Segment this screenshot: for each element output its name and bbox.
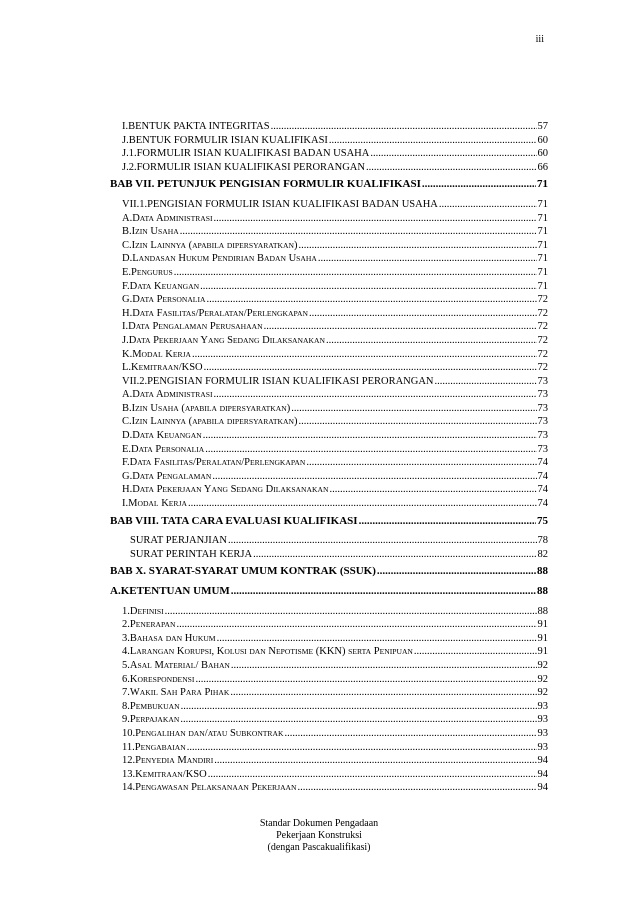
toc-entry[interactable]	[122, 768, 548, 782]
toc-leader-dots	[214, 212, 537, 226]
toc-entry[interactable]	[122, 134, 548, 148]
toc-leader-dots	[299, 415, 537, 429]
toc-entry[interactable]	[122, 645, 548, 659]
toc-leader-dots	[271, 120, 537, 134]
page-number: iii	[535, 34, 544, 45]
toc-entry-page: 72	[537, 362, 548, 374]
toc-entry-page: 71	[537, 253, 548, 265]
toc-entry[interactable]	[110, 565, 548, 579]
toc-entry-title: F.DATA KEUANGAN	[122, 280, 200, 292]
toc-entry-page: 74	[537, 498, 548, 510]
toc-entry-title: 9.PERPAJAKAN	[122, 714, 180, 726]
toc-entry[interactable]	[122, 618, 548, 632]
toc-entry-page: 72	[537, 294, 548, 306]
toc-entry[interactable]	[110, 585, 548, 599]
toc-leader-dots	[231, 585, 536, 599]
toc-entry-page: 71	[537, 212, 548, 224]
toc-entry-page: 88	[537, 605, 548, 617]
toc-entry[interactable]	[122, 456, 548, 470]
toc-entry-title: BAB X. SYARAT-SYARAT UMUM KONTRAK (SSUK)	[110, 565, 376, 578]
toc-entry-title: H.DATA PEKERJAAN YANG SEDANG DILAKSANAKAN	[122, 484, 329, 496]
toc-entry-title: 12.PENYEDIA MANDIRI	[122, 755, 214, 767]
toc-leader-dots	[180, 713, 536, 727]
table-of-contents	[110, 120, 548, 795]
toc-entry-page: 73	[537, 443, 548, 455]
toc-leader-dots	[195, 673, 536, 687]
toc-entry-title: 6.KORESPONDENSI	[122, 673, 195, 685]
toc-entry[interactable]	[122, 375, 548, 389]
toc-leader-dots	[217, 632, 537, 646]
toc-entry-page: 73	[537, 416, 548, 428]
toc-entry-page: 74	[537, 470, 548, 482]
toc-entry[interactable]	[122, 548, 548, 562]
toc-entry-page: 73	[537, 389, 548, 401]
toc-entry-page: 88	[537, 585, 548, 597]
toc-entry[interactable]	[122, 700, 548, 714]
toc-entry-page: 71	[537, 280, 548, 292]
toc-leader-dots	[208, 768, 537, 782]
toc-leader-dots	[205, 443, 536, 457]
toc-leader-dots	[318, 252, 537, 266]
toc-entry-page: 91	[537, 646, 548, 658]
toc-entry-title: 4.LARANGAN KORUPSI, KOLUSI DAN NEPOTISME (KKN) SERTA PENIPUAN	[122, 646, 413, 658]
toc-entry-page: 71	[537, 266, 548, 278]
toc-entry-page: 71	[537, 226, 548, 238]
toc-entry-title: 3.BAHASA DAN HUKUM	[122, 632, 216, 644]
toc-entry[interactable]	[122, 443, 548, 457]
toc-entry-title: I.MODAL KERJA	[122, 498, 187, 510]
toc-entry[interactable]	[122, 673, 548, 687]
toc-entry-page: 91	[537, 632, 548, 644]
toc-entry-page: 72	[537, 334, 548, 346]
toc-leader-dots	[206, 293, 536, 307]
toc-leader-dots	[203, 429, 537, 443]
toc-entry[interactable]	[122, 334, 548, 348]
toc-entry-title: BAB VIII. TATA CARA EVALUASI KUALIFIKASI	[110, 514, 358, 527]
toc-entry-page: 78	[537, 535, 548, 547]
toc-entry-title: 11.PENGABAIAN	[122, 741, 186, 753]
toc-entry-title: J.DATA PEKERJAAN YANG SEDANG DILAKSANAKAN	[122, 334, 325, 346]
toc-entry-title: F.DATA FASILITAS/PERALATAN/PERLENGKAPAN	[122, 457, 306, 469]
toc-leader-dots	[230, 686, 536, 700]
toc-entry-page: 94	[537, 782, 548, 794]
toc-entry-page: 73	[537, 402, 548, 414]
toc-entry[interactable]	[122, 781, 548, 795]
toc-leader-dots	[212, 470, 536, 484]
toc-entry[interactable]	[122, 120, 548, 134]
toc-entry-page: 91	[537, 619, 548, 631]
toc-entry-title: A.KETENTUAN UMUM	[110, 585, 230, 597]
toc-entry-title: VII.1.PENGISIAN FORMULIR ISIAN KUALIFIKASI BADAN USAHA	[122, 198, 438, 210]
toc-entry-page: 92	[537, 659, 548, 671]
toc-entry-title: D.DATA KEUANGAN	[122, 430, 202, 442]
toc-leader-dots	[180, 225, 537, 239]
toc-entry[interactable]	[122, 429, 548, 443]
toc-entry-page: 93	[537, 714, 548, 726]
toc-leader-dots	[188, 497, 537, 511]
toc-entry-page: 94	[537, 768, 548, 780]
toc-entry-title: B.IZIN USAHA (APABILA DIPERSYARATKAN)	[122, 402, 291, 414]
toc-entry-page: 66	[537, 161, 548, 173]
toc-leader-dots	[177, 618, 537, 632]
toc-leader-dots	[291, 402, 536, 416]
toc-entry-title: A.DATA ADMINISTRASI	[122, 389, 213, 401]
toc-entry[interactable]	[122, 239, 548, 253]
footer-line-2: Pekerjaan Konstruksi	[276, 830, 362, 841]
toc-leader-dots	[329, 134, 537, 148]
toc-leader-dots	[435, 375, 537, 389]
toc-entry-page: 92	[537, 673, 548, 685]
toc-entry-title: I.BENTUK PAKTA INTEGRITAS	[122, 121, 270, 132]
toc-leader-dots	[422, 178, 536, 192]
toc-entry-title: 1.DEFINISI	[122, 605, 164, 617]
toc-leader-dots	[309, 307, 537, 321]
toc-entry[interactable]	[122, 754, 548, 768]
toc-entry-title: D.LANDASAN HUKUM PENDIRIAN BADAN USAHA	[122, 253, 317, 265]
toc-entry[interactable]	[122, 225, 548, 239]
toc-leader-dots	[359, 515, 536, 529]
toc-leader-dots	[306, 456, 536, 470]
toc-entry[interactable]	[122, 388, 548, 402]
toc-leader-dots	[329, 483, 536, 497]
toc-entry[interactable]	[122, 470, 548, 484]
toc-entry-page: 88	[537, 565, 548, 578]
toc-entry-title: J.1.FORMULIR ISIAN KUALIFIKASI BADAN USAHA	[122, 148, 370, 160]
toc-leader-dots	[326, 334, 537, 348]
toc-leader-dots	[181, 700, 537, 714]
toc-entry[interactable]	[122, 713, 548, 727]
toc-leader-dots	[299, 239, 537, 253]
toc-entry-page: 72	[537, 307, 548, 319]
toc-entry[interactable]	[122, 534, 548, 548]
toc-leader-dots	[174, 266, 537, 280]
toc-entry[interactable]	[122, 727, 548, 741]
toc-leader-dots	[214, 388, 537, 402]
toc-entry-title: 14.PENGAWASAN PELAKSANAAN PEKERJAAN	[122, 782, 297, 794]
toc-entry[interactable]	[122, 348, 548, 362]
toc-entry-page: 93	[537, 741, 548, 753]
page-footer	[0, 818, 638, 854]
toc-entry-page: 71	[537, 178, 548, 191]
footer-line-1: Standar Dokumen Pengadaan	[259, 818, 379, 829]
toc-leader-dots	[264, 320, 537, 334]
toc-leader-dots	[370, 147, 536, 161]
toc-entry-page: 93	[537, 727, 548, 739]
toc-leader-dots	[192, 348, 536, 362]
toc-entry-title: C.IZIN LAINNYA (APABILA DIPERSYARATKAN)	[122, 416, 298, 428]
toc-leader-dots	[253, 548, 536, 562]
toc-entry-page: 93	[537, 700, 548, 712]
toc-entry[interactable]	[122, 147, 548, 161]
toc-leader-dots	[439, 198, 537, 212]
toc-leader-dots	[377, 565, 536, 579]
toc-entry[interactable]	[122, 252, 548, 266]
toc-entry-title: BAB VII. PETUNJUK PENGISIAN FORMULIR KUALIFIKASI	[110, 178, 421, 191]
toc-entry-title: B.IZIN USAHA	[122, 226, 179, 238]
toc-entry-page: 75	[537, 514, 548, 527]
toc-leader-dots	[214, 754, 536, 768]
toc-entry-page: 71	[537, 198, 548, 210]
toc-entry-page: 74	[537, 457, 548, 469]
toc-entry[interactable]	[122, 293, 548, 307]
toc-entry-page: 73	[537, 375, 548, 387]
toc-entry[interactable]	[122, 741, 548, 755]
toc-entry[interactable]	[122, 415, 548, 429]
toc-entry[interactable]	[122, 659, 548, 673]
toc-entry-title: 7.WAKIL SAH PARA PIHAK	[122, 687, 230, 699]
toc-entry[interactable]	[122, 483, 548, 497]
toc-entry-title: H.DATA FASILITAS/PERALATAN/PERLENGKAPAN	[122, 307, 308, 319]
toc-leader-dots	[366, 161, 537, 175]
toc-leader-dots	[231, 659, 537, 673]
toc-entry-page: 94	[537, 755, 548, 767]
toc-entry[interactable]	[110, 178, 548, 192]
toc-entry-page: 74	[537, 484, 548, 496]
toc-entry-title: SURAT PERINTAH KERJA	[130, 548, 253, 560]
toc-entry-page: 60	[537, 148, 548, 160]
toc-entry-page: 92	[537, 687, 548, 699]
toc-entry-title: G.DATA PENGALAMAN	[122, 470, 212, 482]
toc-entry-page: 72	[537, 348, 548, 360]
toc-entry[interactable]	[122, 307, 548, 321]
toc-entry-title: 5.ASAL MATERIAL/ BAHAN	[122, 659, 230, 671]
toc-entry-page: 60	[537, 134, 548, 146]
toc-entry-title: J.2.FORMULIR ISIAN KUALIFIKASI PERORANGAN	[122, 161, 365, 173]
toc-entry[interactable]	[122, 402, 548, 416]
toc-entry-title: 8.PEMBUKUAN	[122, 700, 180, 712]
toc-leader-dots	[187, 741, 537, 755]
toc-entry-title: J.BENTUK FORMULIR ISIAN KUALIFIKASI	[122, 134, 328, 146]
toc-entry-title: K.MODAL KERJA	[122, 348, 192, 360]
toc-entry[interactable]	[122, 632, 548, 646]
toc-entry-page: 71	[537, 239, 548, 251]
toc-leader-dots	[165, 605, 537, 619]
toc-entry-title: C.IZIN LAINNYA (APABILA DIPERSYARATKAN)	[122, 239, 298, 251]
toc-entry-title: 13.KEMITRAAN/KSO	[122, 768, 207, 780]
toc-entry[interactable]	[122, 497, 548, 511]
toc-entry[interactable]	[122, 686, 548, 700]
toc-leader-dots	[200, 280, 536, 294]
toc-entry-title: I.DATA PENGALAMAN PERUSAHAAN	[122, 321, 263, 333]
toc-entry-title: L.KEMITRAAN/KSO	[122, 362, 203, 374]
toc-leader-dots	[284, 727, 536, 741]
toc-leader-dots	[204, 361, 537, 375]
toc-entry[interactable]	[122, 161, 548, 175]
toc-entry-page: 82	[537, 548, 548, 560]
toc-entry-title: 10.PENGALIHAN DAN/ATAU SUBKONTRAK	[122, 727, 284, 739]
toc-entry-title: VII.2.PENGISIAN FORMULIR ISIAN KUALIFIKASI PERORANGAN	[122, 375, 434, 387]
toc-leader-dots	[228, 534, 537, 548]
toc-entry-page: 57	[537, 121, 548, 132]
toc-entry-page: 73	[537, 430, 548, 442]
toc-leader-dots	[298, 781, 537, 795]
toc-leader-dots	[414, 645, 537, 659]
toc-entry-title: SURAT PERJANJIAN	[130, 535, 227, 547]
toc-entry-page: 72	[537, 321, 548, 333]
toc-entry[interactable]	[110, 515, 548, 529]
toc-entry-title: A.DATA ADMINISTRASI	[122, 212, 213, 224]
toc-entry[interactable]	[122, 198, 548, 212]
toc-entry[interactable]	[122, 320, 548, 334]
toc-entry-title: G.DATA PERSONALIA	[122, 294, 206, 306]
toc-entry[interactable]	[122, 361, 548, 375]
toc-entry-title: E.PENGURUS	[122, 266, 173, 278]
toc-entry[interactable]	[122, 605, 548, 619]
toc-entry-title: 2.PENERAPAN	[122, 619, 176, 631]
toc-entry[interactable]	[122, 266, 548, 280]
toc-entry-title: E.DATA PERSONALIA	[122, 443, 205, 455]
toc-entry[interactable]	[122, 280, 548, 294]
footer-line-3: (dengan Pascakualifikasi)	[267, 842, 371, 853]
toc-entry[interactable]	[122, 212, 548, 226]
